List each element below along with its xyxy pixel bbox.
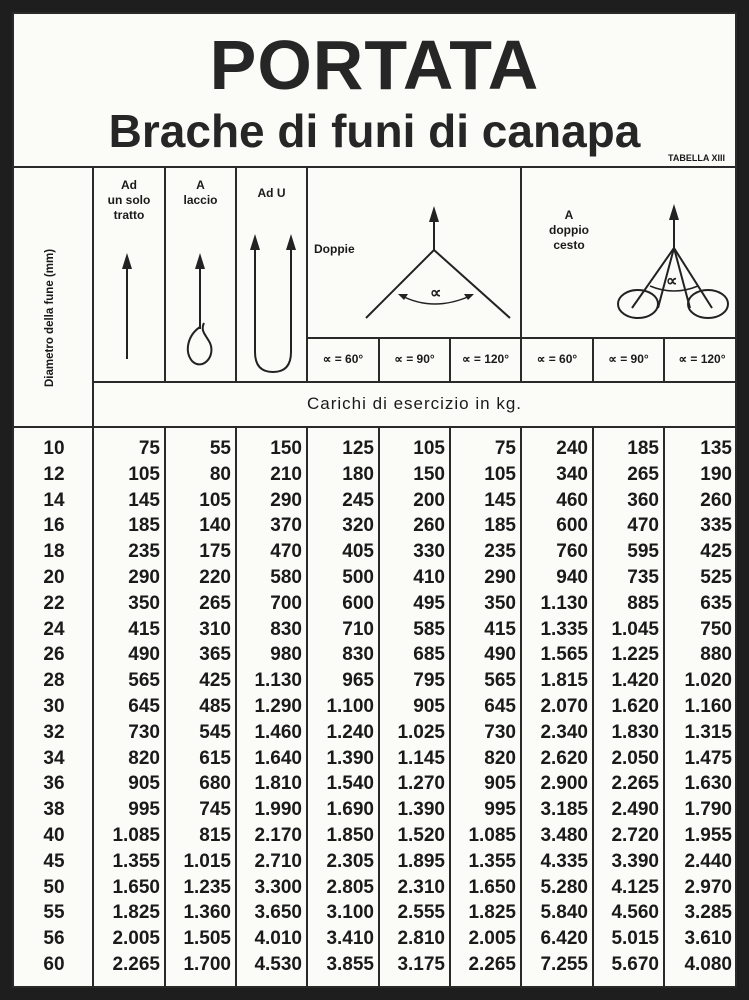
load-cell: 290 (270, 489, 302, 511)
load-cell: 3.610 (684, 928, 732, 950)
load-cell: 830 (270, 618, 302, 640)
load-cell: 240 (556, 438, 588, 459)
load-cell: 330 (413, 541, 445, 563)
load-cell: 460 (556, 489, 588, 511)
header-top-rule (14, 166, 737, 168)
load-cell: 5.840 (540, 902, 588, 924)
table-row (14, 875, 737, 901)
load-cell: 490 (128, 644, 160, 666)
header-double-basket: A doppio cesto (549, 208, 589, 252)
diameter-cell: 22 (43, 592, 65, 614)
angle-symbol-basket: ∝ (666, 273, 678, 290)
angle-row-bottom-rule (92, 381, 737, 383)
diameter-cell: 38 (43, 799, 65, 821)
load-cell: 1.085 (112, 825, 160, 846)
load-cell: 105 (128, 463, 160, 485)
load-cell: 425 (199, 670, 231, 692)
load-cell: 140 (199, 515, 231, 537)
load-cell: 685 (413, 644, 445, 666)
load-cell: 995 (484, 799, 516, 821)
load-cell: 565 (128, 670, 160, 692)
load-cell: 415 (128, 618, 160, 640)
load-cell: 680 (199, 773, 231, 795)
load-cell: 220 (199, 567, 231, 588)
load-cell: 310 (199, 618, 231, 640)
load-cell: 1.225 (611, 644, 659, 666)
load-cell: 700 (270, 592, 302, 614)
diameter-cell: 14 (43, 489, 65, 511)
load-cell: 320 (342, 515, 374, 537)
load-cell: 235 (484, 541, 516, 563)
load-cell: 3.300 (254, 876, 302, 898)
load-cell: 1.830 (611, 721, 659, 743)
table-row (14, 797, 737, 823)
load-cell: 600 (342, 592, 374, 614)
load-cell: 4.010 (254, 928, 302, 950)
load-cell: 370 (270, 515, 302, 537)
load-cell: 1.475 (684, 747, 732, 769)
table-row (14, 849, 737, 875)
load-cell: 410 (413, 567, 445, 588)
load-cell: 710 (342, 618, 374, 640)
load-cell: 260 (700, 489, 732, 511)
load-cell: 105 (413, 438, 445, 459)
load-cell: 55 (209, 438, 231, 459)
table-row (14, 926, 737, 952)
diameter-cell: 40 (43, 825, 65, 846)
load-cell: 2.265 (611, 773, 659, 795)
load-cell: 1.390 (326, 747, 374, 769)
load-cell: 1.895 (397, 850, 445, 872)
units-row-bottom-rule (14, 426, 737, 428)
load-cell: 1.825 (112, 902, 160, 924)
load-cell: 580 (270, 567, 302, 588)
page-subtitle: Brache di funi di canapa (108, 105, 641, 157)
load-cell: 1.650 (112, 876, 160, 898)
diameter-cell: 30 (43, 696, 65, 717)
load-cell: 995 (128, 799, 160, 821)
load-cell: 1.420 (611, 670, 659, 692)
load-cell: 2.050 (611, 747, 659, 769)
load-cell: 3.650 (254, 902, 302, 924)
load-cell: 1.085 (468, 825, 516, 846)
load-cell: 180 (342, 463, 374, 485)
load-cell: 3.480 (540, 825, 588, 846)
load-cell: 1.290 (254, 696, 302, 717)
load-cell: 5.670 (611, 954, 659, 975)
load-table-card (12, 12, 737, 988)
diameter-cell: 10 (43, 438, 65, 459)
header-u-sling: Ad U (257, 186, 286, 200)
load-cell: 820 (484, 747, 516, 769)
load-cell: 490 (484, 644, 516, 666)
load-cell: 4.560 (611, 902, 659, 924)
load-cell: 3.410 (326, 928, 374, 950)
load-cell: 2.490 (611, 799, 659, 821)
load-cell: 145 (484, 489, 516, 511)
load-cell: 760 (556, 541, 588, 563)
load-cell: 2.265 (468, 954, 516, 975)
table-row (14, 771, 737, 797)
load-cell: 2.810 (397, 928, 445, 950)
load-cell: 1.650 (468, 876, 516, 898)
load-cell: 75 (494, 438, 516, 459)
load-cell: 350 (128, 592, 160, 614)
load-cell: 3.175 (397, 954, 445, 975)
load-cell: 500 (342, 567, 374, 588)
load-cell: 3.185 (540, 799, 588, 821)
load-cell: 470 (627, 515, 659, 537)
load-cell: 4.125 (611, 876, 659, 898)
diameter-cell: 45 (43, 850, 65, 872)
load-cell: 1.540 (326, 773, 374, 795)
load-cell: 200 (413, 489, 445, 511)
load-cell: 1.235 (183, 876, 231, 898)
load-cell: 2.620 (540, 747, 588, 769)
load-cell: 905 (413, 696, 445, 717)
load-cell: 2.720 (611, 825, 659, 846)
load-cell: 730 (484, 721, 516, 743)
load-cell: 1.270 (397, 773, 445, 795)
load-cell: 185 (128, 515, 160, 537)
load-cell: 265 (627, 463, 659, 485)
load-cell: 815 (199, 825, 231, 846)
load-cell: 495 (413, 592, 445, 614)
angle-doppie-60: ∝ = 60° (322, 352, 364, 366)
load-cell: 3.855 (326, 954, 374, 975)
load-cell: 1.520 (397, 825, 445, 846)
load-cell: 470 (270, 541, 302, 563)
diameter-cell: 32 (43, 721, 65, 743)
load-cell: 2.440 (684, 850, 732, 872)
table-row (14, 823, 737, 849)
double-legs-diagram (308, 192, 520, 335)
load-cell: 2.340 (540, 721, 588, 743)
load-cell: 485 (199, 696, 231, 717)
load-cell: 545 (199, 721, 231, 743)
diameter-cell: 60 (43, 954, 65, 975)
angle-doppie-90: ∝ = 90° (394, 352, 435, 366)
load-cell: 5.280 (540, 876, 588, 898)
load-cell: 2.970 (684, 876, 732, 898)
load-cell: 105 (484, 463, 516, 485)
load-cell: 75 (138, 438, 160, 459)
load-cell: 2.710 (254, 850, 302, 872)
load-cell: 415 (484, 618, 516, 640)
load-cell: 1.355 (468, 850, 516, 872)
load-cell: 235 (128, 541, 160, 563)
table-row (14, 436, 737, 462)
u-sling-diagram (237, 224, 306, 374)
load-cell: 1.640 (254, 747, 302, 769)
load-cell: 360 (627, 489, 659, 511)
load-cell: 335 (700, 515, 732, 537)
diameter-cell: 12 (43, 463, 65, 485)
table-row (14, 565, 737, 591)
load-cell: 145 (128, 489, 160, 511)
load-cell: 1.335 (540, 618, 588, 640)
diameter-cell: 55 (43, 902, 65, 924)
load-cell: 525 (700, 567, 732, 588)
angle-basket-90: ∝ = 90° (608, 352, 649, 366)
diameter-cell: 36 (43, 773, 65, 795)
load-cell: 585 (413, 618, 445, 640)
load-cell: 1.355 (112, 850, 160, 872)
header-choker-loop: A laccio (183, 178, 218, 207)
load-cell: 635 (700, 592, 732, 614)
load-cell: 1.955 (684, 825, 732, 846)
table-row (14, 720, 737, 746)
diameter-cell: 56 (43, 928, 65, 950)
load-cell: 830 (342, 644, 374, 666)
load-cell: 745 (199, 799, 231, 821)
load-cell: 730 (128, 721, 160, 743)
load-cell: 795 (413, 670, 445, 692)
load-cell: 1.810 (254, 773, 302, 795)
table-reference: TABELLA XIII (668, 153, 725, 163)
load-cell: 4.080 (684, 954, 732, 975)
table-row (14, 694, 737, 720)
load-cell: 1.825 (468, 902, 516, 924)
table-row (14, 668, 737, 694)
load-cell: 1.100 (326, 696, 374, 717)
table-row (14, 746, 737, 772)
load-cell: 210 (270, 463, 302, 485)
load-cell: 965 (342, 670, 374, 692)
table-row (14, 462, 737, 488)
load-cell: 1.390 (397, 799, 445, 821)
angle-symbol-double: ∝ (430, 285, 442, 302)
diameter-cell: 20 (43, 567, 65, 588)
load-cell: 885 (627, 592, 659, 614)
load-cell: 595 (627, 541, 659, 563)
diameter-cell: 18 (43, 541, 65, 563)
diameter-cell: 28 (43, 670, 65, 692)
load-cell: 735 (627, 567, 659, 588)
load-cell: 1.700 (183, 954, 231, 975)
choker-loop-diagram (166, 239, 235, 379)
load-cell: 2.170 (254, 825, 302, 846)
load-cell: 1.025 (397, 721, 445, 743)
load-cell: 405 (342, 541, 374, 563)
load-cell: 5.015 (611, 928, 659, 950)
double-basket-diagram (522, 192, 737, 335)
load-cell: 4.530 (254, 954, 302, 975)
load-cell: 1.990 (254, 799, 302, 821)
load-cell: 1.160 (684, 696, 732, 717)
load-cell: 2.305 (326, 850, 374, 872)
load-cell: 2.005 (112, 928, 160, 950)
load-cell: 1.130 (540, 592, 588, 614)
load-cell: 1.620 (611, 696, 659, 717)
load-cell: 150 (413, 463, 445, 485)
load-cell: 245 (342, 489, 374, 511)
single-leg-diagram (94, 239, 164, 379)
load-cell: 1.045 (611, 618, 659, 640)
load-cell: 1.690 (326, 799, 374, 821)
load-cell: 615 (199, 747, 231, 769)
angle-basket-120: ∝ = 120° (678, 352, 726, 366)
load-cell: 2.265 (112, 954, 160, 975)
load-cell: 2.805 (326, 876, 374, 898)
units-label: Carichi di esercizio in kg. (306, 394, 522, 413)
load-cell: 7.255 (540, 954, 588, 975)
load-cell: 1.315 (684, 721, 732, 743)
angle-basket-60: ∝ = 60° (536, 352, 578, 366)
load-cell: 290 (484, 567, 516, 588)
header-single-leg: Ad un solo tratto (107, 178, 151, 222)
load-cell: 1.630 (684, 773, 732, 795)
table-row (14, 513, 737, 539)
load-cell: 645 (484, 696, 516, 717)
table-row (14, 900, 737, 926)
diameter-cell: 50 (43, 876, 65, 898)
load-cell: 750 (700, 618, 732, 640)
load-cell: 2.070 (540, 696, 588, 717)
load-cell: 1.130 (254, 670, 302, 692)
angle-doppie-120: ∝ = 120° (461, 352, 510, 366)
load-cell: 1.020 (684, 670, 732, 692)
load-cell: 190 (700, 463, 732, 485)
load-cell: 175 (199, 541, 231, 563)
load-cell: 185 (484, 515, 516, 537)
load-cell: 1.565 (540, 644, 588, 666)
load-cell: 4.335 (540, 850, 588, 872)
page-title: PORTATA (209, 26, 540, 104)
load-cell: 2.310 (397, 876, 445, 898)
load-cell: 565 (484, 670, 516, 692)
load-cell: 3.390 (611, 850, 659, 872)
load-cell: 1.145 (397, 747, 445, 769)
diameter-cell: 26 (43, 644, 65, 666)
table-row (14, 952, 737, 978)
diameter-cell: 16 (43, 515, 65, 537)
load-cell: 645 (128, 696, 160, 717)
load-cell: 905 (484, 773, 516, 795)
table-row (14, 488, 737, 514)
load-cell: 290 (128, 567, 160, 588)
load-cell: 125 (342, 438, 374, 459)
load-cell: 880 (700, 644, 732, 666)
load-cell: 1.505 (183, 928, 231, 950)
load-cell: 1.460 (254, 721, 302, 743)
diameter-column-label: Diametro della fune (mm) (44, 248, 56, 387)
load-cell: 2.900 (540, 773, 588, 795)
load-cell: 2.005 (468, 928, 516, 950)
load-cell: 80 (209, 463, 231, 485)
load-cell: 265 (199, 592, 231, 614)
load-cell: 260 (413, 515, 445, 537)
load-cell: 150 (270, 438, 302, 459)
load-cell: 3.285 (684, 902, 732, 924)
diameter-cell: 34 (43, 747, 65, 769)
load-cell: 940 (556, 567, 588, 588)
load-cell: 365 (199, 644, 231, 666)
load-cell: 905 (128, 773, 160, 795)
load-cell: 3.100 (326, 902, 374, 924)
load-cell: 820 (128, 747, 160, 769)
table-row (14, 642, 737, 668)
load-cell: 6.420 (540, 928, 588, 950)
table-row (14, 617, 737, 643)
load-cell: 1.360 (183, 902, 231, 924)
header-double-legs: Doppie (314, 242, 355, 256)
load-cell: 600 (556, 515, 588, 537)
load-cell: 1.850 (326, 825, 374, 846)
load-cell: 1.015 (183, 850, 231, 872)
diameter-cell: 24 (43, 618, 65, 640)
table-row (14, 591, 737, 617)
load-cell: 1.815 (540, 670, 588, 692)
load-cell: 1.240 (326, 721, 374, 743)
table-row (14, 539, 737, 565)
load-cell: 185 (627, 438, 659, 459)
load-cell: 340 (556, 463, 588, 485)
load-cell: 980 (270, 644, 302, 666)
load-cell: 1.790 (684, 799, 732, 821)
load-cell: 350 (484, 592, 516, 614)
load-cell: 135 (700, 438, 732, 459)
load-cell: 2.555 (397, 902, 445, 924)
load-cell: 105 (199, 489, 231, 511)
load-cell: 425 (700, 541, 732, 563)
